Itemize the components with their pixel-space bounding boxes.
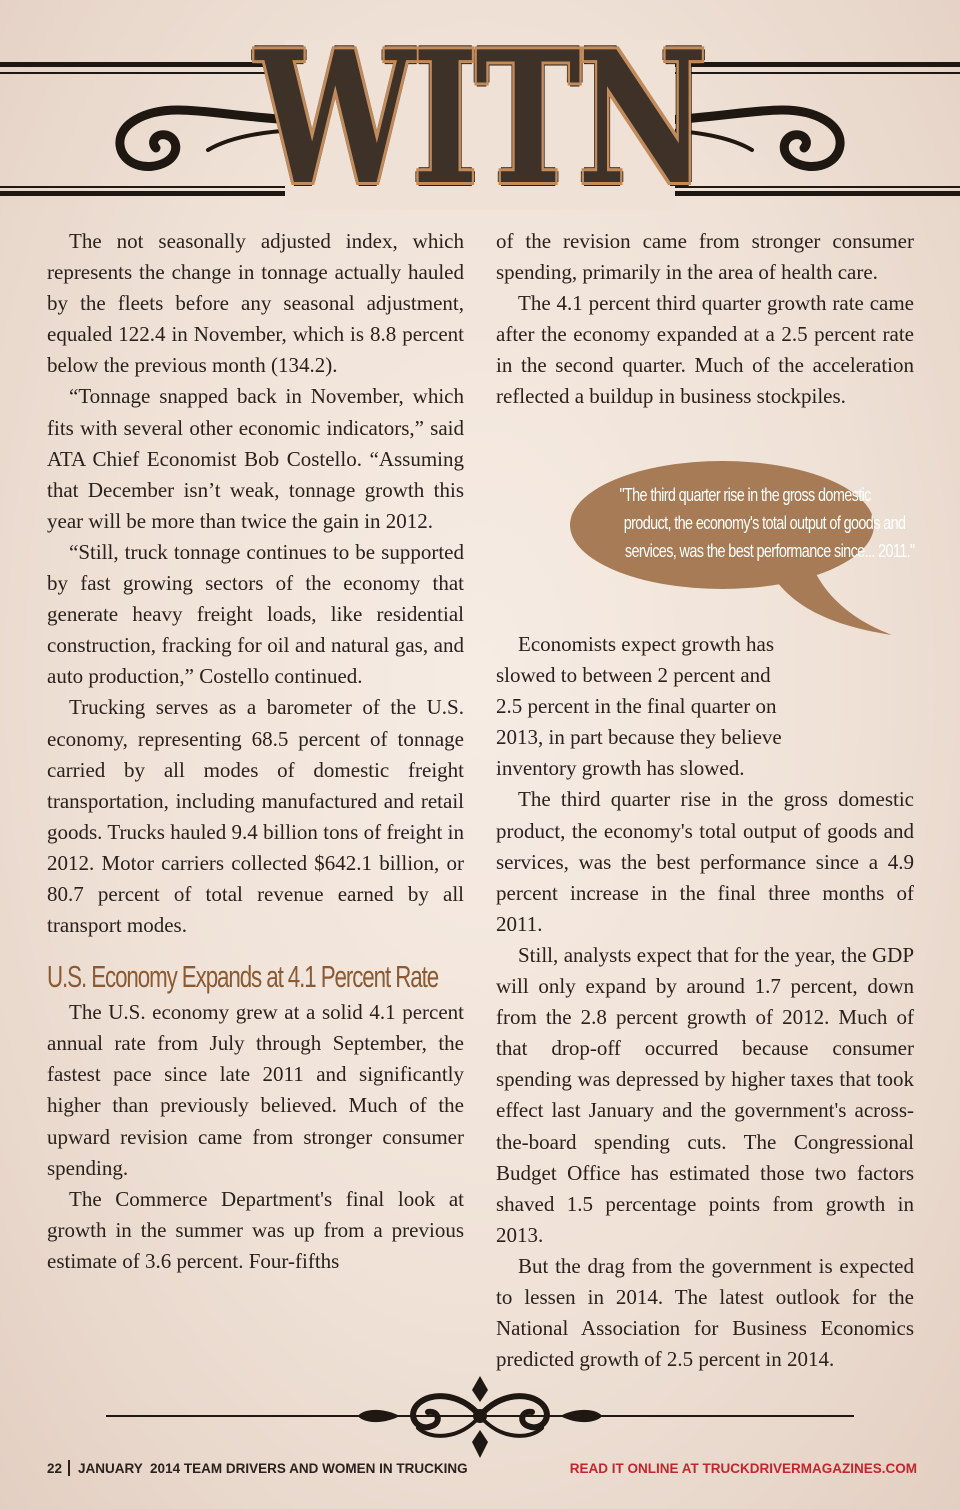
body-paragraph: of the revision came from stronger consumer spending, primarily in the area of health care.: [496, 229, 914, 285]
pull-quote-line: services, was the best performance since... 2011.": [624, 540, 915, 561]
footer-divider: [68, 1460, 70, 1476]
footer-folio: [47, 1458, 468, 1480]
pull-quote-line: "The third quarter rise in the gross domestic: [619, 484, 871, 505]
footer-ornament-icon: [100, 1372, 860, 1462]
right-column-top: [496, 226, 914, 413]
left-column: [47, 226, 464, 1277]
witn-logo: WITN: [255, 10, 705, 225]
body-paragraph: Trucking serves as a barometer of the U.S. economy, representing 68.5 percent of tonnage carried by all modes of domestic freight transportation, including manufactured and retail goods. Trucks hauled 9.4 billion tons of freight in 2012. Motor carriers collected $642.1 billion, or 80.7 percent of total revenue earned by all transport modes.: [47, 695, 464, 938]
body-paragraph: The U.S. economy grew at a solid 4.1 percent annual rate from July through September, the fastest pace since late 2011 and significantly higher than previously believed. Much of the upward revision came from stronger consumer spending.: [47, 1000, 464, 1180]
right-column-bottom: [496, 629, 914, 1375]
body-paragraph: The not seasonally adjusted index, which represents the change in tonnage actually hauled by the fleets before any seasonal adjustment, equaled 122.4 in November, which is 8.8 percent below the previous month (134.2).: [47, 229, 464, 378]
body-paragraph: The 4.1 percent third quarter growth rate came after the economy expanded at a 2.5 percent rate in the second quarter. Much of the acceleration reflected a buildup in business stockpiles.: [496, 291, 914, 409]
pull-quote-line: product, the economy's total output of goods and: [623, 512, 906, 533]
masthead: [0, 0, 960, 225]
page-number: 22: [47, 1461, 63, 1476]
body-paragraph: Still, analysts expect that for the year, the GDP will only expand by around 1.7 percent, down from the 2.8 percent growth of 2012. Much of that drop-off occurred because consumer spending was depressed by higher taxes that took effect last January and the government's across-the-board spending cuts. The Congressional Budget Office has estimated those two factors shaved 1.5 percentage points from growth in 2013.: [496, 942, 914, 1247]
body-paragraph: Economists expect growth has slowed to between 2 percent and 2.5 percent in the final quarter on 2013, in part because they believe inventory growth has slowed.: [496, 632, 782, 781]
pull-quote: [584, 481, 915, 565]
website-promo-link[interactable]: READ IT ONLINE AT TRUCKDRIVERMAGAZINES.COM: [569, 1461, 917, 1476]
section-subhead: U.S. Economy Expands at 4.1 Percent Rate: [47, 959, 439, 995]
body-paragraph: “Still, truck tonnage continues to be supported by fast growing sectors of the economy that generate heavy freight loads, like residential construction, fracking for oil and natural gas, and auto production,” Costello continued.: [47, 539, 464, 689]
body-paragraph: “Tonnage snapped back in November, which fits with several other economic indicators,” said ATA Chief Economist Bob Costello. “Assuming that December isn’t weak, tonnage growth this year will be more than twice the gain in 2012.: [47, 384, 464, 533]
body-paragraph: But the drag from the government is expected to lessen in 2014. The latest outlook for the National Association for Business Economics predicted growth of 2.5 percent in 2014.: [496, 1253, 914, 1372]
page-footer: [47, 1458, 917, 1482]
body-paragraph: The third quarter rise in the gross domestic product, the economy's total output of goods and services, was the best performance since a 4.9 percent increase in the final three months of 2011.: [496, 787, 914, 936]
body-paragraph: The Commerce Department's final look at growth in the summer was up from a previous estimate of 3.6 percent. Four-fifths: [47, 1186, 464, 1273]
issue-label: JANUARY 2014 TEAM DRIVERS AND WOMEN IN TRUCKING: [78, 1461, 468, 1476]
